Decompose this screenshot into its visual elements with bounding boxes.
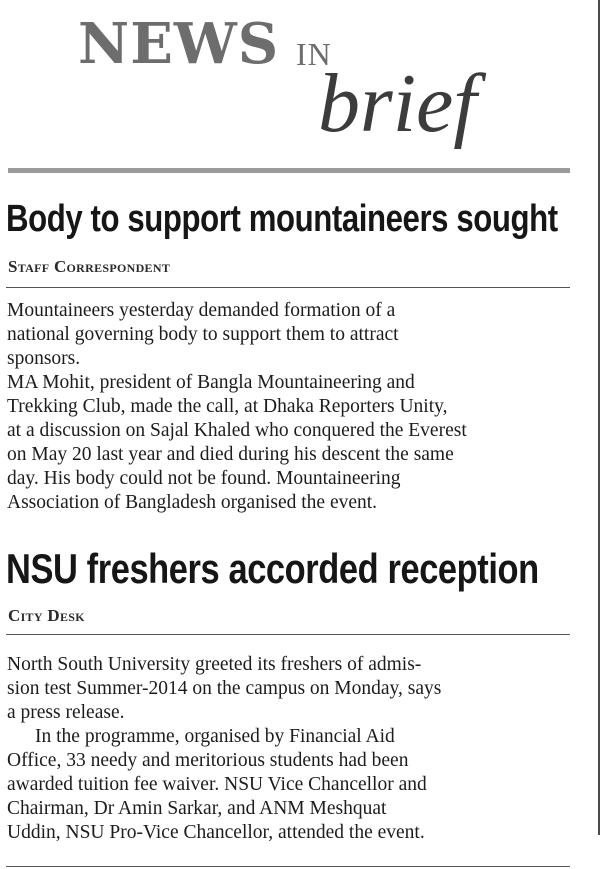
article-1-line: national governing body to support them to attract xyxy=(7,324,399,345)
article-2-line: sion test Summer-2014 on the campus on Monday, says xyxy=(7,678,442,699)
article-1-rule xyxy=(6,287,570,288)
column-divider xyxy=(598,0,600,835)
masthead-rule xyxy=(8,168,570,173)
article-1-line: MA Mohit, president of Bangla Mountaineering and xyxy=(7,372,415,393)
article-1-byline: Staff Correspondent xyxy=(8,257,171,276)
article-1-line: Trekking Club, made the call, at Dhaka Reporters Unity, xyxy=(7,396,448,417)
article-2-line: Uddin, NSU Pro-Vice Chancellor, attended the event. xyxy=(7,822,425,843)
masthead-in: IN xyxy=(296,36,332,72)
article-1-line: sponsors. xyxy=(7,348,81,369)
article-1-headline: Body to support mountaineers sought xyxy=(6,198,558,240)
bottom-rule xyxy=(6,866,570,867)
article-2-line: awarded tuition fee waiver. NSU Vice Chancellor and xyxy=(7,774,427,795)
article-1-body xyxy=(7,299,577,515)
article-2-rule xyxy=(6,634,570,635)
article-1-line: day. His body could not be found. Mountaineering xyxy=(7,468,401,489)
article-2-headline: NSU freshers accorded reception xyxy=(6,545,539,592)
article-1-line: on May 20 last year and died during his descent the same xyxy=(7,444,454,465)
article-2-line: In the programme, organised by Financial Aid xyxy=(35,726,395,747)
article-2-line: a press release. xyxy=(7,702,125,723)
article-2-line: Office, 33 needy and meritorious students had been xyxy=(7,750,409,771)
masthead-brief: brief xyxy=(318,57,477,150)
article-2-byline: City Desk xyxy=(8,606,85,625)
article-2-line: North South University greeted its freshers of admis- xyxy=(7,654,422,675)
article-2-body xyxy=(7,653,577,845)
article-1-line: Association of Bangladesh organised the event. xyxy=(7,492,378,513)
article-1-line: at a discussion on Sajal Khaled who conquered the Everest xyxy=(7,420,467,441)
article-1-line: Mountaineers yesterday demanded formation of a xyxy=(7,300,396,321)
article-2-line: Chairman, Dr Amin Sarkar, and ANM Meshquat xyxy=(7,798,387,819)
news-in-brief-masthead xyxy=(0,0,590,176)
masthead-news: NEWS xyxy=(78,11,280,77)
